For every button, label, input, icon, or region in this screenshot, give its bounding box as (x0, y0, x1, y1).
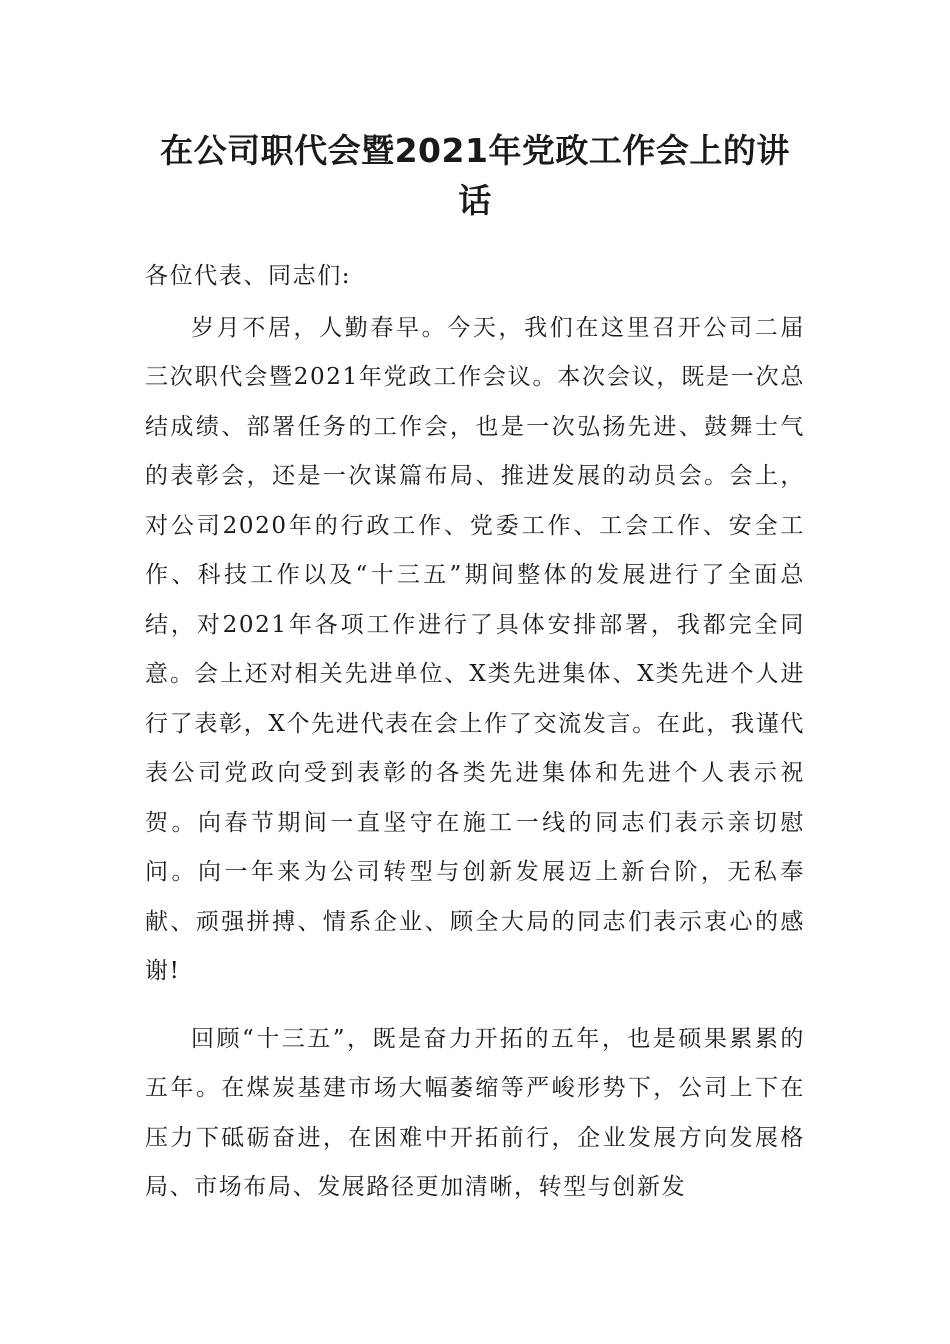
document-title: 在公司职代会暨2021年党政工作会上的讲话 (160, 131, 790, 220)
salutation: 各位代表、同志们: (145, 263, 352, 289)
paragraph-1: 岁月不居，人勤春早。今天，我们在这里召开公司二届三次职代会暨2021年党政工作会议。本次会议，既是一次总结成绩、部署任务的工作会，也是一次弘扬先进、鼓舞士气的表彰会，还是一次谋篇布局、推进发展的动员会。会上，对公司2020年的行政工作、党委工作、工会工作、安全工作、科技工作以及“十三五”期间整体的发展进行了全面总结，对2021年各项工作进行了具体安排部署，我都完全同意。会上还对相关先进单位、X类先进集体、X类先进个人进行了表彰，X个先进代表在会上作了交流发言。在此，我谨代表公司党政向受到表彰的各类先进集体和先进个人表示祝贺。向春节期间一直坚守在施工一线的同志们表示亲切慰问。向一年来为公司转型与创新发展迈上新台阶，无私奉献、顽强拼搏、情系企业、顾全大局的同志们表示衷心的感谢! (145, 314, 805, 984)
paragraph-2: 回顾“十三五”，既是奋力开拓的五年，也是硕果累累的五年。在煤炭基建市场大幅萎缩等严峻形势下，公司上下在压力下砥砺奋进，在困难中开拓前行，企业发展方向发展格局、市场布局、发展路径更加清晰，转型与创新发 (145, 1025, 805, 1200)
document-body (145, 252, 805, 1231)
